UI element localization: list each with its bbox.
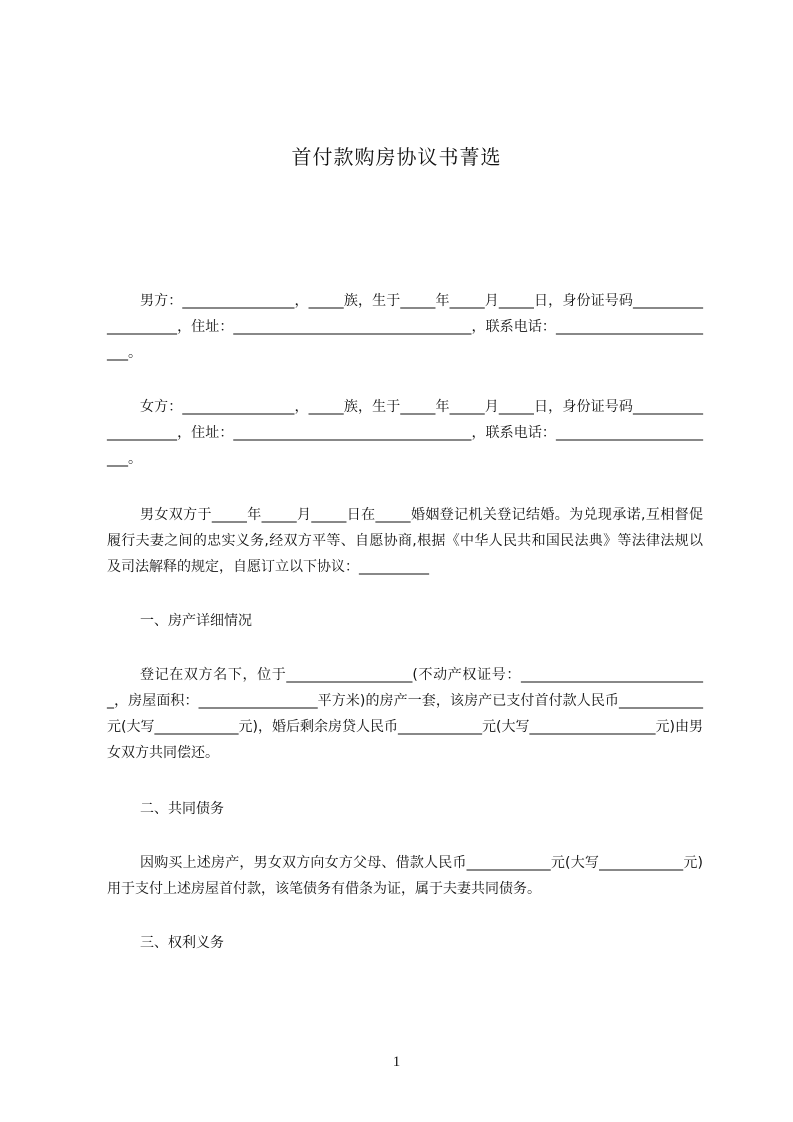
- section-heading-rights-obligations: 三、权利义务: [140, 935, 224, 951]
- preamble-paragraph: 男女双方于_____年_____月_____日在_____婚姻登记机关登记结婚。为兑现承诺,互相督促履行夫妻之间的忠实义务,经双方平等、自愿协商,根据《中华人民共和国民法典》等法律法规以及司法解释的规定，自愿订立以下协议：__________: [107, 507, 703, 575]
- document-title: 首付款购房协议书菁选: [291, 145, 502, 169]
- page-number: 1: [392, 1054, 401, 1070]
- section-heading-property: 一、房产详细情况: [140, 613, 252, 629]
- male-party-info: 男方：________________，_____族，生于_____年_____月_____日，身份证号码____________________，住址：__________________________________，联系电话：________________________。: [107, 293, 703, 361]
- section-body-joint-debt: 因购买上述房产，男女双方向女方父母、借款人民币____________元(大写____________元)用于支付上述房屋首付款，该笔债务有借条为证，属于夫妻共同债务。: [107, 855, 703, 897]
- section-body-property: 登记在双方名下，位于__________________(不动产权证号：___________________________，房屋面积：_________________平方米)的房产一套，该房产已支付首付款人民币____________元(大写____________元)，婚后剩余房贷人民币____________元(大写__________________元)由男女双方共同偿还。: [107, 667, 703, 761]
- section-heading-joint-debt: 二、共同债务: [140, 801, 224, 817]
- female-party-info: 女方：________________，_____族，生于_____年_____月_____日，身份证号码____________________，住址：__________________________________，联系电话：________________________。: [107, 399, 703, 467]
